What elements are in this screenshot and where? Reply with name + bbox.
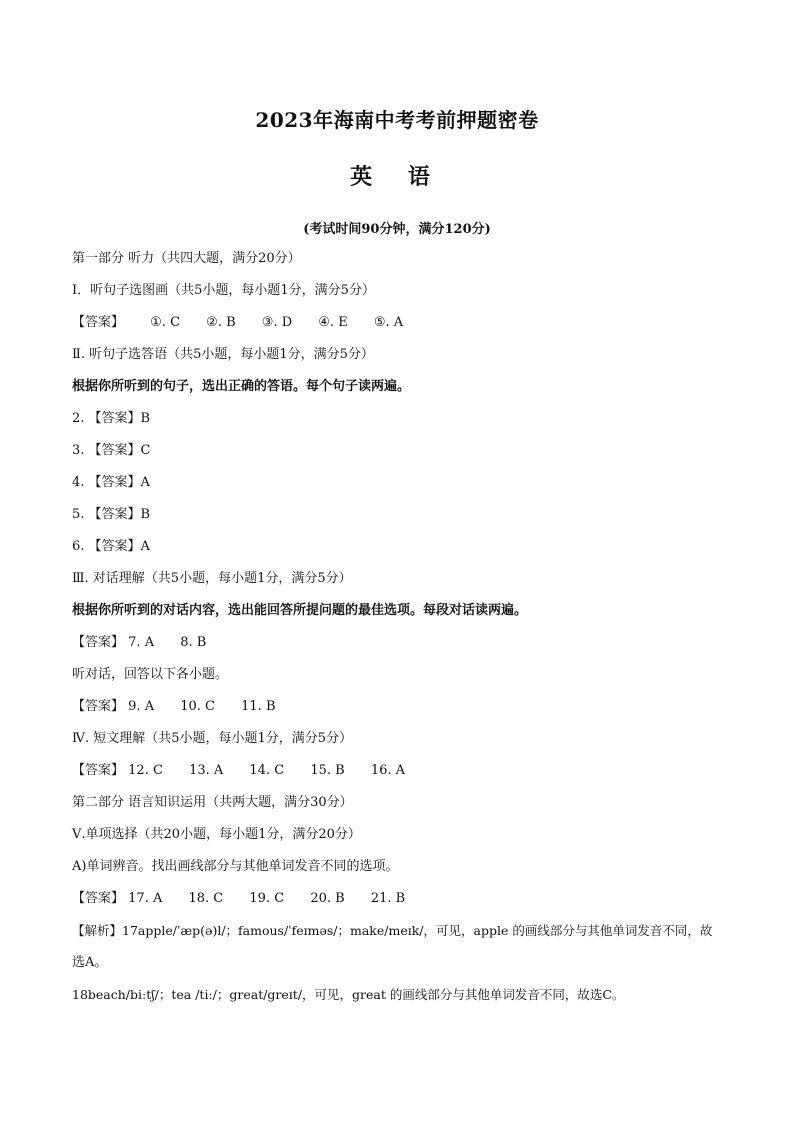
analysis-17-end: 选A。 <box>72 955 108 970</box>
answer-item: 11. B <box>241 699 276 714</box>
part2-heading: 第二部分 语言知识运用（共两大题，满分30分） <box>72 795 353 810</box>
answer-item: 10. C <box>180 699 215 714</box>
analysis-label: 【解析】 <box>72 923 123 938</box>
answer-item: 19. C <box>249 891 285 906</box>
answer-item: 15. B <box>310 763 345 778</box>
answer-item: 7. A <box>128 635 155 650</box>
analysis-17 <box>72 923 712 939</box>
section5-heading: Ⅴ.单项选择（共20小题，每小题1分，满分20分） <box>72 827 361 842</box>
answer-q3: 3. 【答案】C <box>72 443 151 458</box>
section5a-instructions: A)单词辨音。找出画线部分与其他单词发音不同的选项。 <box>72 859 399 874</box>
subject-heading: 英 语 <box>350 164 444 190</box>
answer-label: 【答案】 <box>72 763 125 778</box>
answer-item: 21. B <box>370 891 406 906</box>
exam-time-note: (考试时间90分钟，满分120分) <box>303 222 491 237</box>
page-title: 2023年海南中考考前押题密卷 <box>255 108 539 132</box>
answer-label: 【答案】 <box>72 635 125 650</box>
section2-heading: Ⅱ. 听句子选答语（共5小题，每小题1分，满分5分） <box>72 347 374 362</box>
section1-answers <box>72 315 403 331</box>
section3-heading: Ⅲ. 对话理解（共5小题，每小题1分，满分5分） <box>72 571 352 586</box>
answer-item: 13. A <box>189 763 224 778</box>
answer-label: 【答案】 <box>72 699 125 714</box>
answer-item: ⑤. A <box>373 315 404 330</box>
answer-item: 20. B <box>310 891 345 906</box>
answers-12-16 <box>72 763 405 779</box>
answer-item: 14. C <box>249 763 285 778</box>
listening-note: 听对话，回答以下各小题。 <box>72 667 229 682</box>
section3-instructions: 根据你所听到的对话内容，选出能回答所提问题的最佳选项。每段对话读两遍。 <box>72 603 528 618</box>
answers-9-11 <box>72 699 276 715</box>
answer-item: 18. C <box>188 891 224 906</box>
answer-item: 17. A <box>128 891 163 906</box>
answers-7-8 <box>72 635 206 651</box>
answer-q6: 6. 【答案】A <box>72 539 150 554</box>
section4-heading: Ⅳ. 短文理解（共5小题，每小题1分，满分5分） <box>72 731 353 746</box>
answer-q5: 5. 【答案】B <box>72 507 151 522</box>
answer-item: 16. A <box>370 763 406 778</box>
analysis-18: 18beach/biːtʃ/；tea /tiː/；great/greɪt/，可见，great 的画线部分与其他单词发音不同，故选C。 <box>72 987 625 1002</box>
section1-heading: Ⅰ．听句子选图画（共5小题，每小题1分，满分5分） <box>72 283 375 298</box>
section2-instructions: 根据你所听到的句子，选出正确的答语。每个句子读两遍。 <box>72 379 411 394</box>
answer-item: ②. B <box>206 315 236 330</box>
answer-item: 9. A <box>128 699 155 714</box>
answer-item: 8. B <box>180 635 207 650</box>
answer-q4: 4. 【答案】A <box>72 475 150 490</box>
answers-17-21 <box>72 891 405 907</box>
answer-label: 【答案】 <box>72 891 125 906</box>
answer-label: 【答案】 <box>72 315 125 330</box>
analysis-text: 17apple/ˈæp(ə)l/；famous/ˈfeɪməs/；make/meɪk/，可见，apple 的画线部分与其他单词发音不同，故 <box>122 923 713 938</box>
answer-item: ③. D <box>261 315 293 330</box>
answer-item: ①. C <box>150 315 181 330</box>
answer-q2: 2. 【答案】B <box>72 411 151 426</box>
answer-item: 12. C <box>128 763 163 778</box>
answer-item: ④. E <box>318 315 348 330</box>
part1-heading: 第一部分 听力（共四大题，满分20分） <box>72 251 301 266</box>
